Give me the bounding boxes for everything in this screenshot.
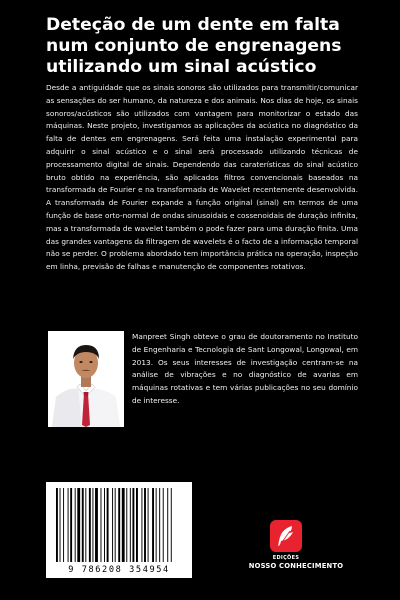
barcode-bar <box>92 488 93 562</box>
feather-icon <box>270 520 302 552</box>
barcode-bar <box>132 488 134 562</box>
publisher-name <box>244 562 348 570</box>
barcode-bar <box>107 488 109 562</box>
barcode-bar <box>144 488 146 562</box>
barcode-bar <box>95 488 98 562</box>
barcode-bar <box>130 488 131 562</box>
barcode-bar <box>136 488 138 562</box>
barcode-bar <box>75 488 76 562</box>
barcode-bar <box>118 488 120 562</box>
publisher-logo <box>270 520 302 552</box>
isbn-barcode <box>46 482 192 578</box>
barcode-bar <box>89 488 91 562</box>
barcode-bar <box>112 488 113 562</box>
barcode-bar <box>63 488 64 562</box>
barcode-bar <box>115 488 116 562</box>
book-title: Deteção de um dente em falta num conjunto de engrenagens utilizando um sinal acústico <box>46 15 342 77</box>
isbn-digits: 9 786208 354954 <box>68 565 170 575</box>
book-abstract: Desde a antiguidade que os sinais sonoros são utilizados para transmitir/comunicar as sensações do ser humano, da natureza e dos animais. Nos dias de hoje, os sinais sonoros/acústicos são utilizados com vantagem para monitorizar o estado das máquinas. Neste projeto, investigamos as aplicações da acústica no diagnóstico da falta de dentes em engrenagens. Será feita uma instalação experimental para adquirir o sinal acústico e o sinal será processado utilizando técnicas de processamento digital de sinais. Dependendo das caraterísticas do sinal acústico bruto obtido na experiência, são aplicados filtros convencionais baseados na transformada de Fourier e na transformada de Wavelet recentemente desenvolvida. A transformada de Fourier expande a função original (sinal) em termos de uma função de base orto-normal de ondas sinusoidais e cossenoidais de duração infinita, mas a transformada de wavelet também o pode fazer para uma duração finita. Uma das grandes vantagens da filtragem de wavelets é o facto de a informação temporal não se perder. O problema abordado tem importância prática na operação, inspeção em linha, previsão de falhas e manutenção de componentes rotativos. <box>46 83 358 272</box>
barcode-bars <box>54 488 184 562</box>
barcode-bar <box>104 488 105 562</box>
author-bio: Manpreet Singh obteve o grau de doutoramento no Instituto de Engenharia e Tecnologia de Sant Longowal, Longowal, em 2013. Os seus interesses de investigação centram-se na análise de vibrações e no diagnóstico de avarias em máquinas rotativas e tem várias publicações no seu domínio de interesse. <box>132 332 358 405</box>
barcode-bar <box>56 488 58 562</box>
barcode-bar <box>159 488 160 562</box>
barcode-bar <box>70 488 72 562</box>
barcode-bar <box>171 488 172 562</box>
publisher-mark <box>248 520 344 580</box>
barcode-bar <box>60 488 61 562</box>
barcode-bar <box>122 488 125 562</box>
barcode-bar <box>68 488 69 562</box>
barcode-bar <box>85 488 86 562</box>
barcode-bar <box>77 488 80 562</box>
author-portrait-image <box>48 331 124 427</box>
publisher-name-first: NOSSO <box>248 562 277 570</box>
barcode-bar <box>152 488 154 562</box>
author-photo <box>48 331 124 427</box>
barcode-bar <box>163 488 164 562</box>
barcode-bar <box>126 488 127 562</box>
barcode-bar <box>156 488 157 562</box>
barcode-bar <box>148 488 149 562</box>
publisher-name-second: CONHECIMENTO <box>279 562 344 570</box>
barcode-bar <box>167 488 168 562</box>
barcode-bar <box>141 488 142 562</box>
publisher-small-label: EDIÇÕES <box>272 555 300 561</box>
barcode-bar <box>82 488 84 562</box>
barcode-bar <box>101 488 102 562</box>
